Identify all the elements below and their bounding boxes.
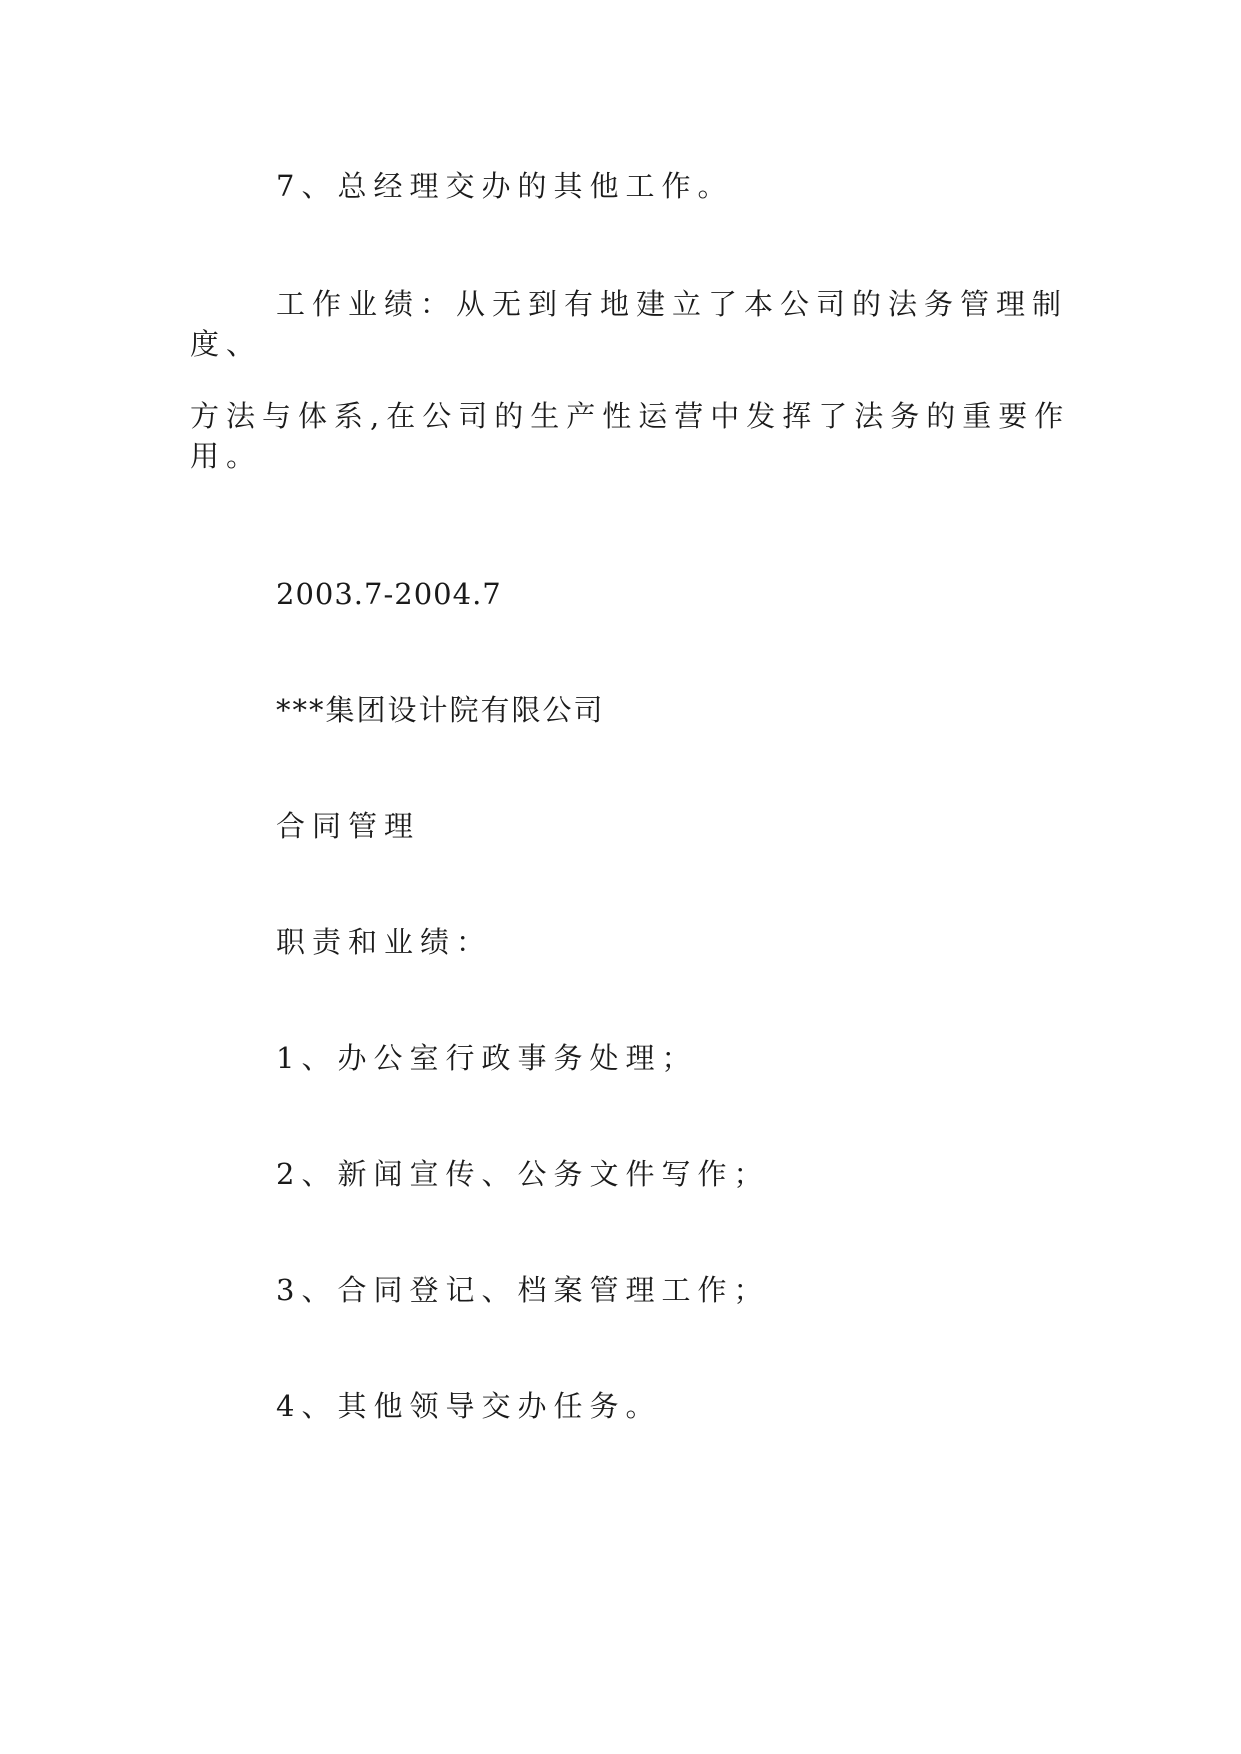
job-position: 合同管理 [276, 809, 421, 843]
duty-item-4: 4、其他领导交办任务。 [276, 1389, 662, 1423]
duty-item-3: 3、合同登记、档案管理工作； [276, 1273, 770, 1307]
duties-heading: 职责和业绩： [276, 925, 493, 959]
duty-item-1: 1、办公室行政事务处理； [276, 1041, 698, 1075]
achievement-line-1: 工作业绩：从无到有地建立了本公司的法务管理制度、 [190, 287, 1069, 361]
employment-period: 2003.7-2004.7 [276, 577, 502, 611]
achievement-line-2: 方法与体系,在公司的生产性运营中发挥了法务的重要作用。 [190, 399, 1071, 473]
duty-item-7: 7、总经理交办的其他工作。 [276, 169, 734, 203]
duty-item-2: 2、新闻宣传、公务文件写作； [276, 1157, 770, 1191]
company-name: ***集团设计院有限公司 [276, 693, 605, 727]
work-achievement-paragraph [190, 284, 1090, 476]
